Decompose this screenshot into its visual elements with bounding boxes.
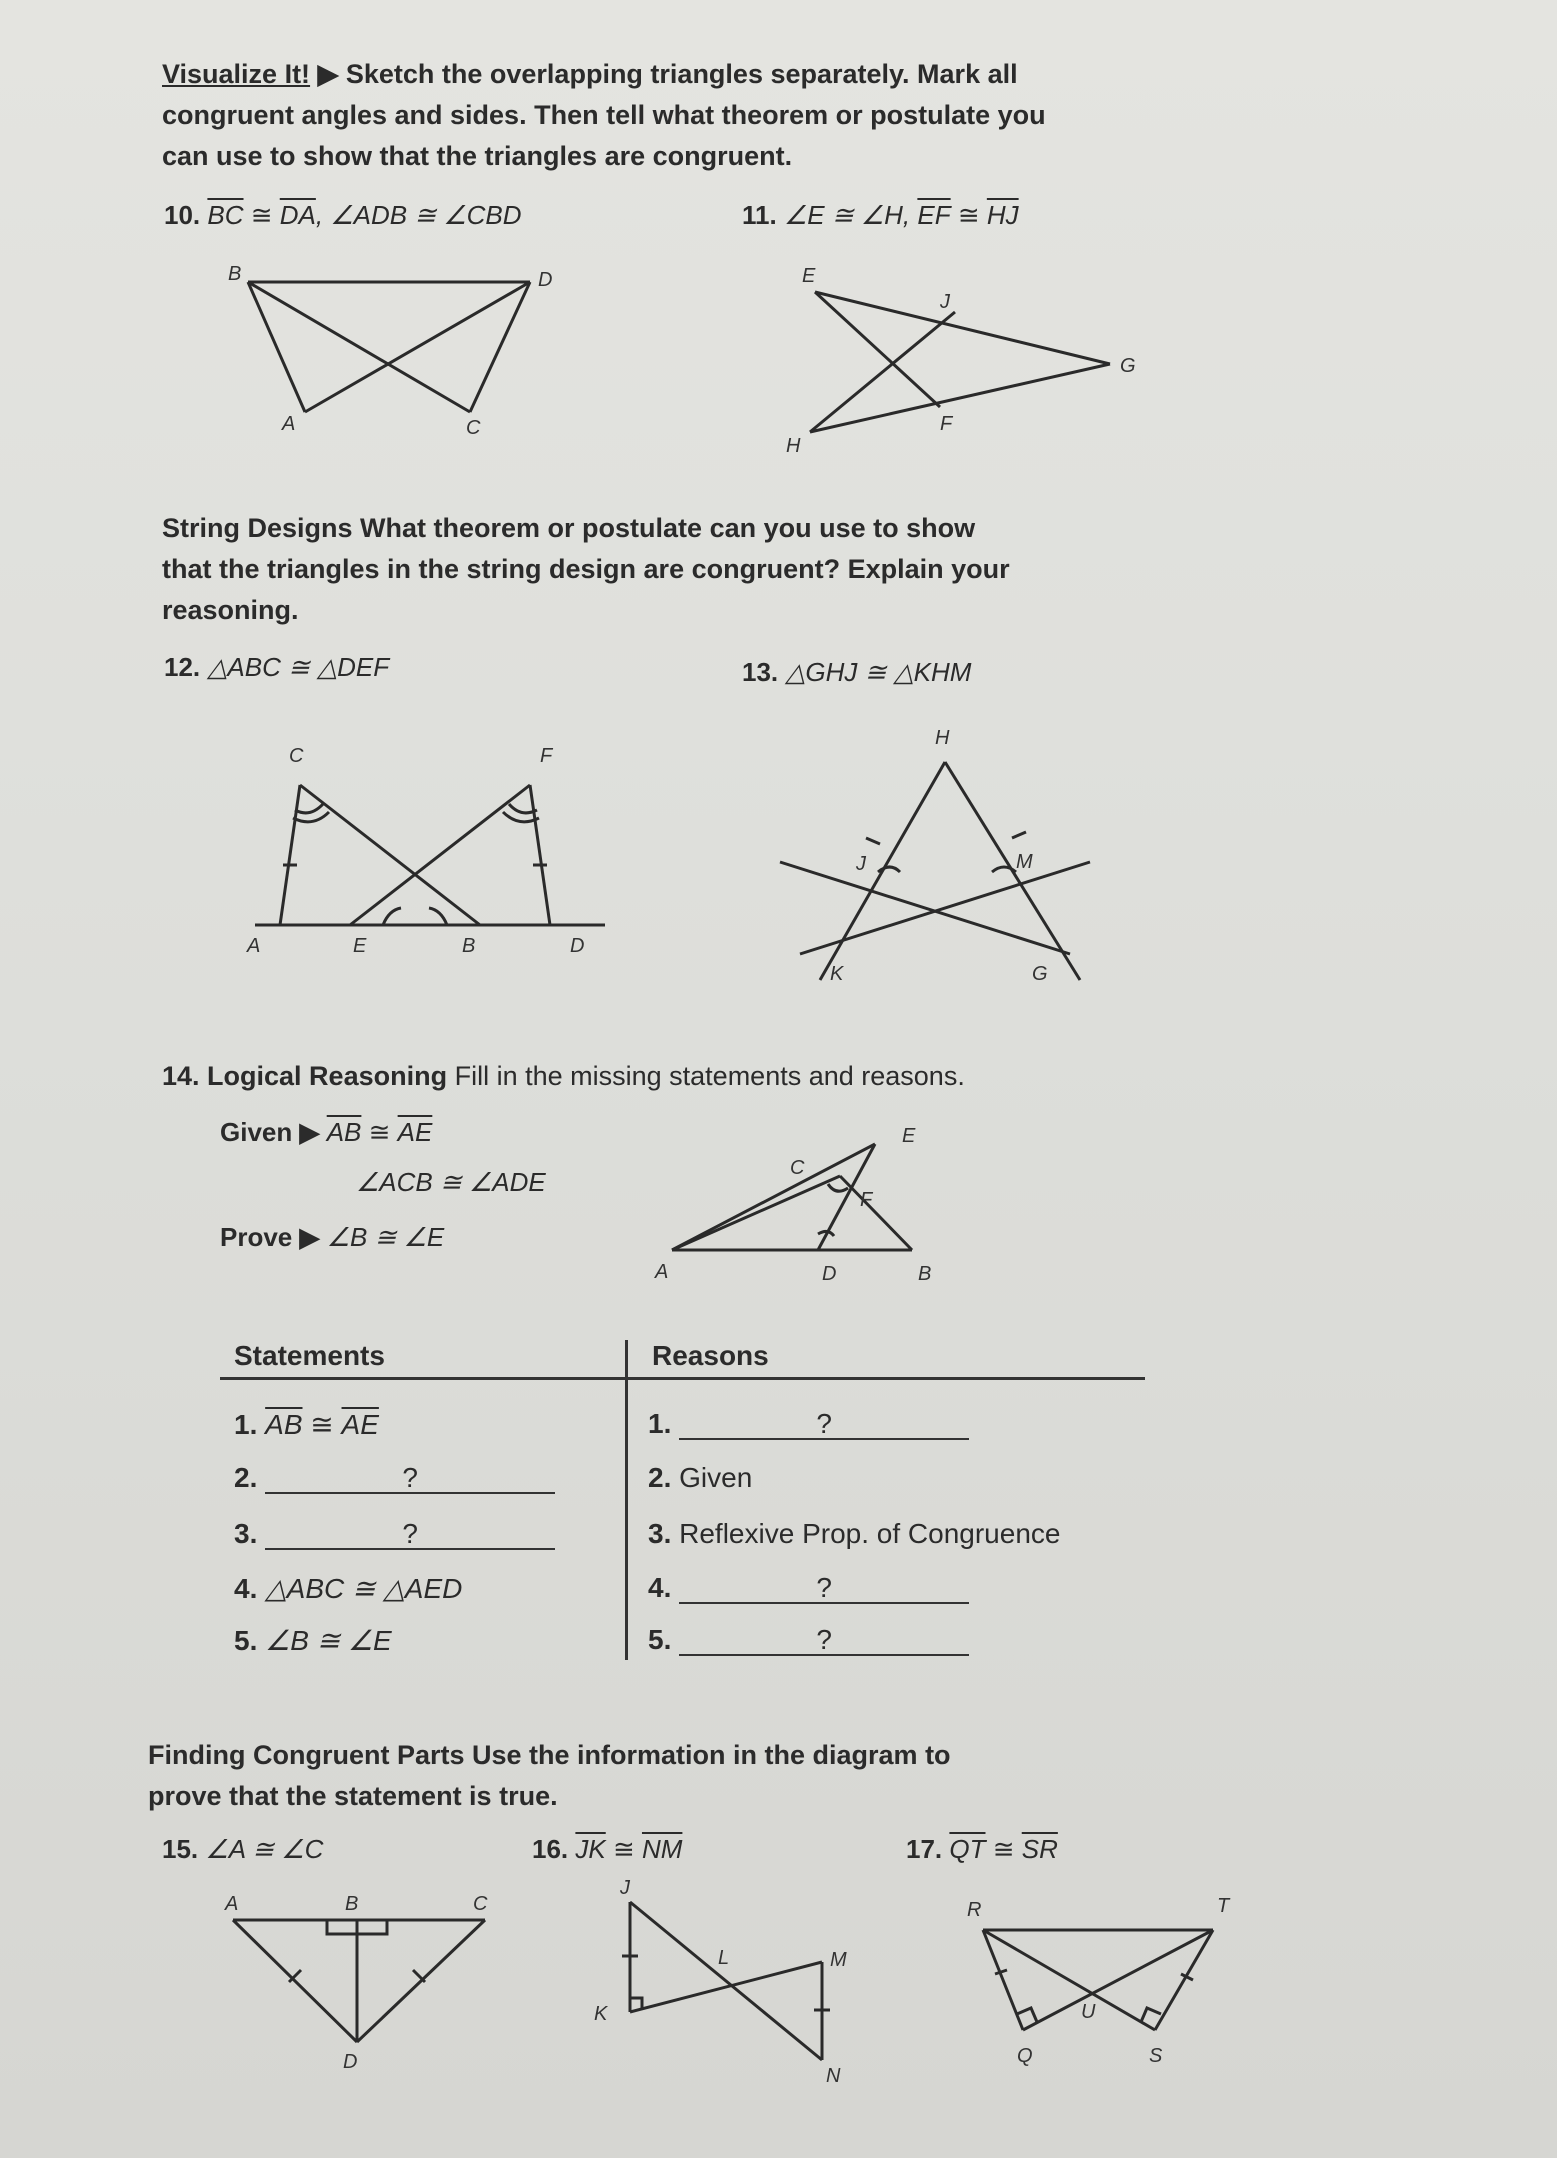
label-a: A — [225, 1893, 239, 1915]
label-f: F — [540, 745, 553, 767]
prove-line — [220, 1222, 444, 1253]
finding-line-1 — [148, 1735, 951, 1776]
string-line-2: that the triangles in the string design are congruent? Explain your — [162, 554, 1010, 584]
string-line-1 — [162, 508, 975, 549]
intro-line-1 — [162, 54, 1018, 95]
label-c: C — [790, 1157, 805, 1179]
finding-text-1: Use the information in the diagram to — [472, 1740, 951, 1770]
congruent-sign: ≅ — [950, 200, 987, 230]
label-j: J — [856, 853, 866, 875]
row-number: 3. — [234, 1518, 258, 1549]
finding-heading: Finding Congruent Parts — [148, 1740, 465, 1770]
label-e: E — [353, 935, 367, 957]
string-text-1: What theorem or postulate can you use to show — [360, 513, 976, 543]
reason-row-1 — [648, 1408, 969, 1440]
problem-15-statement — [162, 1834, 323, 1865]
problem-16-number: 16. — [532, 1834, 569, 1864]
congruent-sign: ≅ — [361, 1117, 398, 1147]
problem-10-statement — [164, 200, 522, 231]
label-r: R — [967, 1899, 982, 1921]
label-q: Q — [1017, 2045, 1033, 2067]
reason-row-3 — [648, 1518, 1060, 1550]
problem-14-heading-line — [162, 1056, 965, 1097]
label-a: A — [247, 935, 261, 957]
label-b: B — [345, 1893, 359, 1915]
problem-16-statement — [532, 1834, 682, 1865]
string-heading: String Designs — [162, 513, 353, 543]
label-b: B — [462, 935, 476, 957]
label-f: F — [860, 1189, 873, 1211]
label-d: D — [822, 1263, 837, 1285]
problem-11-number: 11. — [742, 200, 777, 230]
label-m: M — [1016, 851, 1033, 873]
reason-text-3: Reflexive Prop. of Congruence — [679, 1518, 1061, 1549]
reason-blank-4[interactable]: ? — [679, 1572, 969, 1604]
label-t: T — [1217, 1895, 1230, 1917]
statement-row-2 — [234, 1462, 555, 1494]
label-d: D — [570, 935, 585, 957]
figure-16 — [590, 1877, 860, 2090]
statement-text-4: △ABC ≅ △AED — [265, 1573, 463, 1604]
segment-nm: $\overline{NM}$ — [641, 1834, 683, 1864]
label-h: H — [786, 435, 801, 457]
row-number: 1. — [234, 1409, 258, 1440]
label-j: J — [620, 1877, 630, 1899]
problem-13-statement — [742, 657, 971, 688]
reason-text-2: Given — [679, 1462, 753, 1493]
row-number: 4. — [648, 1572, 672, 1603]
row-number: 5. — [648, 1624, 672, 1655]
problem-12-statement — [164, 652, 389, 683]
label-h: H — [935, 727, 950, 749]
label-g: G — [1120, 355, 1136, 377]
label-d: D — [343, 2051, 358, 2073]
intro-line-3: can use to show that the triangles are congruent. — [162, 141, 793, 171]
problem-13-number: 13. — [742, 657, 779, 687]
reason-row-5 — [648, 1624, 969, 1656]
label-e: E — [802, 265, 816, 287]
string-line-3: reasoning. — [162, 595, 299, 625]
problem-15-number: 15. — [162, 1834, 199, 1864]
problem-14-instruction: Fill in the missing statements and reasons. — [454, 1061, 965, 1091]
triangle-statement: △ABC ≅ △DEF — [207, 652, 390, 682]
congruent-sign: ≅ — [243, 200, 280, 230]
label-k: K — [594, 2003, 608, 2025]
label-b: B — [228, 263, 242, 285]
figure-10 — [230, 262, 560, 442]
problem-12-number: 12. — [164, 652, 201, 682]
congruent-sign: ≅ — [985, 1834, 1022, 1864]
segment-bc: $\overline{BC}$ — [207, 200, 244, 230]
label-b: B — [918, 1263, 932, 1285]
prove-statement: ∠B ≅ ∠E — [326, 1222, 445, 1252]
label-s: S — [1149, 2045, 1163, 2067]
figure-17 — [955, 1890, 1245, 2080]
prove-label: Prove ▶ — [220, 1222, 320, 1252]
label-k: K — [830, 963, 844, 985]
label-c: C — [289, 745, 304, 767]
segment-sr: $\overline{SR}$ — [1021, 1834, 1058, 1864]
label-a: A — [655, 1261, 669, 1283]
intro-text-1: Sketch the overlapping triangles separately. Mark all — [345, 59, 1018, 89]
figure-15 — [215, 1890, 515, 2073]
problem-11-statement — [742, 200, 1019, 231]
reason-row-2 — [648, 1462, 752, 1494]
reasons-header: Reasons — [652, 1340, 769, 1371]
statement-row-4 — [234, 1572, 462, 1605]
reason-row-4 — [648, 1572, 969, 1604]
statement-text-5: ∠B ≅ ∠E — [265, 1625, 392, 1656]
label-u: U — [1081, 2001, 1096, 2023]
triangle-statement: △GHJ ≅ △KHM — [785, 657, 972, 687]
statement-row-1 — [234, 1408, 379, 1441]
label-c: C — [466, 417, 481, 439]
intro-line-2: congruent angles and sides. Then tell what theorem or postulate you — [162, 100, 1046, 130]
given-1 — [220, 1117, 432, 1148]
segment-ae: $\overline{AE}$ — [341, 1409, 379, 1440]
statement-blank-2[interactable]: ? — [265, 1462, 555, 1494]
reason-blank-1[interactable]: ? — [679, 1408, 969, 1440]
table-header-rule — [220, 1377, 1145, 1380]
segment-da: $\overline{DA}$ — [279, 200, 316, 230]
statement-blank-3[interactable]: ? — [265, 1518, 555, 1550]
problem-10-number: 10. — [164, 200, 201, 230]
statement-row-3 — [234, 1518, 555, 1550]
row-number: 5. — [234, 1625, 258, 1656]
label-g: G — [1032, 963, 1048, 985]
figure-14 — [650, 1125, 940, 1290]
segment-ef: $\overline{EF}$ — [917, 200, 951, 230]
label-e: E — [902, 1125, 916, 1147]
label-l: L — [718, 1947, 730, 1969]
row-number: 2. — [648, 1462, 672, 1493]
segment-qt: $\overline{QT}$ — [949, 1834, 986, 1864]
row-number: 2. — [234, 1462, 258, 1493]
congruent-sign: ≅ — [302, 1409, 342, 1440]
problem-17-number: 17. — [906, 1834, 943, 1864]
arrow-icon: ▶ — [317, 59, 339, 89]
statement-row-5 — [234, 1624, 392, 1657]
angle-statement: , ∠ADB ≅ ∠CBD — [315, 200, 522, 230]
label-a: A — [282, 413, 296, 435]
given-label: Given ▶ — [220, 1117, 320, 1147]
label-f: F — [940, 413, 953, 435]
label-c: C — [473, 1893, 488, 1915]
segment-ab: $\overline{AB}$ — [265, 1409, 303, 1440]
table-divider — [625, 1340, 628, 1660]
segment-hj: $\overline{HJ}$ — [986, 200, 1019, 230]
segment-jk: $\overline{JK}$ — [575, 1834, 606, 1864]
problem-14-heading: 14. Logical Reasoning — [162, 1061, 448, 1091]
label-d: D — [538, 269, 553, 291]
congruent-sign: ≅ — [605, 1834, 642, 1864]
figure-11 — [780, 265, 1160, 462]
row-number: 3. — [648, 1518, 672, 1549]
segment-ab: $\overline{AB}$ — [326, 1117, 362, 1147]
given-2: ∠ACB ≅ ∠ADE — [356, 1167, 546, 1197]
label-j: J — [940, 291, 950, 313]
finding-line-2: prove that the statement is true. — [148, 1781, 558, 1811]
figure-13 — [770, 722, 1110, 992]
segment-ae: $\overline{AE}$ — [397, 1117, 433, 1147]
reason-blank-5[interactable]: ? — [679, 1624, 969, 1656]
intro-heading: Visualize It! — [162, 59, 311, 89]
label-m: M — [830, 1949, 847, 1971]
label-n: N — [826, 2065, 841, 2087]
statements-header: Statements — [234, 1340, 385, 1371]
row-number: 4. — [234, 1573, 258, 1604]
angle-statement: ∠E ≅ ∠H, — [783, 200, 918, 230]
figure-12 — [225, 740, 625, 970]
row-number: 1. — [648, 1408, 672, 1439]
problem-17-statement — [906, 1834, 1058, 1865]
angle-statement: ∠A ≅ ∠C — [205, 1834, 324, 1864]
